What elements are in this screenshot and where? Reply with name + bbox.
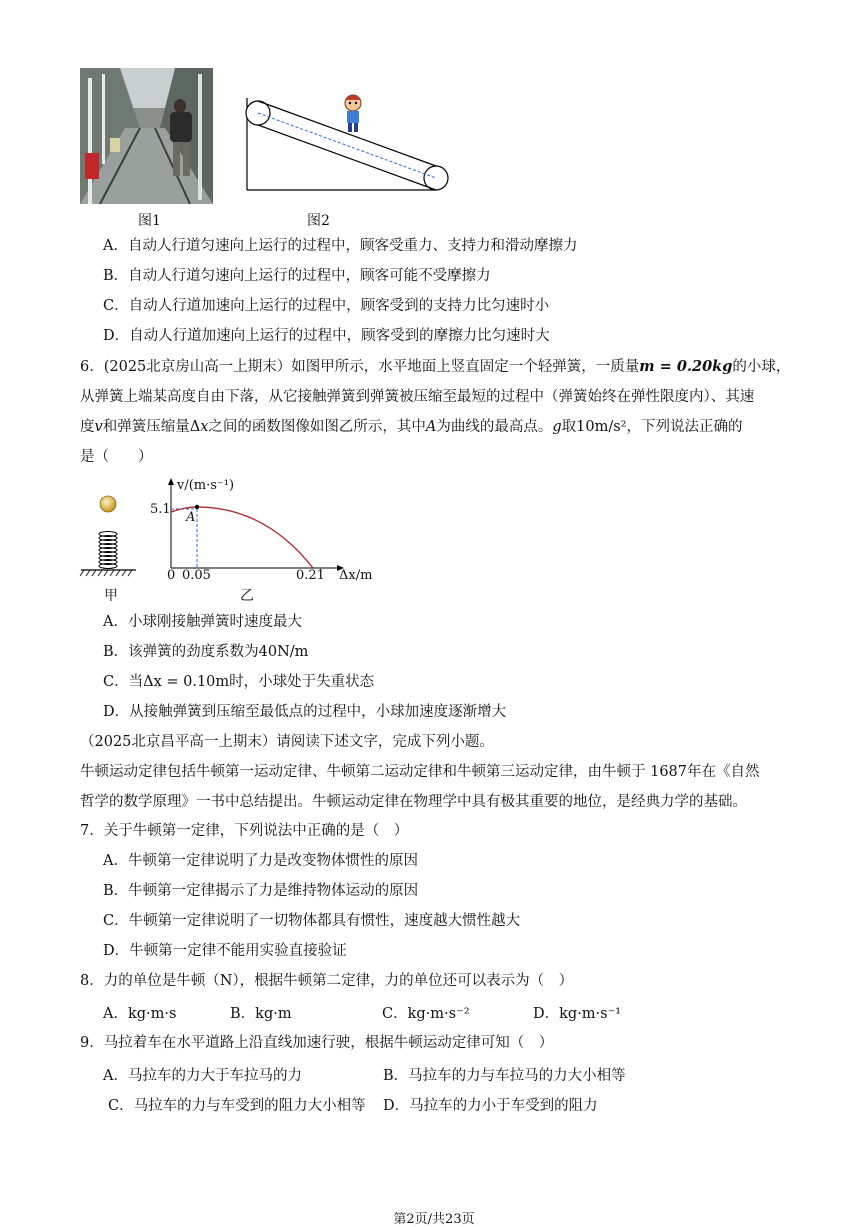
q6-fig-jia-label: 甲 <box>104 588 118 604</box>
graph-point-label: A <box>186 510 196 525</box>
figure1-photo <box>80 68 213 204</box>
point-a <box>195 505 199 509</box>
figure1-caption: 图1 <box>138 213 161 229</box>
q6-stem-line3 <box>80 417 743 437</box>
q6-l3-e: 取10m/s²，下列说法正确的 <box>561 419 743 435</box>
q7-option-d: D．牛顿第一定律不能用实验直接验证 <box>103 943 347 959</box>
reading-para-line2: 哲学的数学原理》一书中总结提出。牛顿运动定律在物理学中具有极其重要的地位，是经典力学的基础。 <box>80 794 747 810</box>
q5-option-b: B．自动人行道匀速向上运行的过程中，顾客可能不受摩擦力 <box>103 268 491 284</box>
graph-x-tick-0: 0 <box>167 568 176 583</box>
graph-y-tick: 5.1 <box>150 502 171 517</box>
q7-option-c: C．牛顿第一定律说明了一切物体都具有惯性，速度越大惯性越大 <box>103 913 521 929</box>
q8-stem: 8．力的单位是牛顿（N），根据牛顿第二定律，力的单位还可以表示为（ ） <box>80 973 574 989</box>
q5-option-a: A．自动人行道匀速向上运行的过程中，顾客受重力、支持力和滑动摩擦力 <box>103 238 578 254</box>
q6-l3-b: 和弹簧压缩量Δ <box>102 419 201 435</box>
q5-option-d: D．自动人行道加速向上运行的过程中，顾客受到的摩擦力比匀速时大 <box>103 328 550 344</box>
q8-option-c: C．kg·m·s⁻² <box>382 1006 470 1022</box>
q6-mass: m = 0.20kg <box>639 358 733 375</box>
q6-l3-x: x <box>200 419 209 435</box>
q8-option-d: D．kg·m·s⁻¹ <box>533 1006 622 1022</box>
q9-option-c: C．马拉车的力与车受到的阻力大小相等 <box>108 1098 366 1114</box>
q6-fig-yi-label: 乙 <box>240 588 254 604</box>
q9-option-b: B．马拉车的力与车拉马的力大小相等 <box>383 1068 626 1084</box>
page-footer: 第2页/共23页 <box>393 1212 475 1227</box>
q6-stem-line1-a: 6．(2025北京房山高一上期末）如图甲所示，水平地面上竖直固定一个轻弹簧，一质量 <box>80 359 640 375</box>
q9-option-a: A．马拉车的力大于车拉马的力 <box>103 1068 302 1084</box>
q6-l3-A: A <box>425 419 437 435</box>
graph-x-tick-2: 0.21 <box>296 568 325 583</box>
reading-intro: （2025北京昌平高一上期末）请阅读下述文字，完成下列小题。 <box>80 734 494 750</box>
q9-stem: 9．马拉着车在水平道路上沿直线加速行驶，根据牛顿运动定律可知（ ） <box>80 1035 554 1051</box>
graph-x-label: Δx/m <box>339 568 373 583</box>
q6-stem-line2: 从弹簧上端某高度自由下落，从它接触弹簧到弹簧被压缩至最短的过程中（弹簧始终在弹性限度内）、其速 <box>80 389 755 405</box>
q6-stem-line4: 是（ ） <box>80 449 153 465</box>
q6-stem-line1-b: 的小球， <box>732 359 791 375</box>
q6-option-b: B．该弹簧的劲度系数为40N/m <box>103 644 309 660</box>
q9-option-d: D．马拉车的力小于车受到的阻力 <box>383 1098 598 1114</box>
q6-figure-jia <box>78 490 140 580</box>
q6-l3-g: g <box>552 419 562 435</box>
q7-option-a: A．牛顿第一定律说明了力是改变物体惯性的原因 <box>103 853 418 869</box>
q7-option-b: B．牛顿第一定律揭示了力是维持物体运动的原因 <box>103 883 419 899</box>
figure2-caption: 图2 <box>307 213 330 229</box>
q6-l3-d: 为曲线的最高点。 <box>436 419 553 435</box>
graph-x-tick-1: 0.05 <box>182 568 211 583</box>
q6-l3-a: 度 <box>80 419 95 435</box>
graph-y-label: v/(m·s⁻¹) <box>177 478 235 493</box>
q6-l3-c: 之间的函数图像如图乙所示，其中 <box>208 419 426 435</box>
q6-option-c: C．当Δx = 0.10m时，小球处于失重状态 <box>103 674 375 690</box>
figure2-diagram <box>240 88 455 193</box>
reading-para-line1: 牛顿运动定律包括牛顿第一运动定律、牛顿第二运动定律和牛顿第三运动定律，由牛顿于 1687年在《自然 <box>80 764 760 780</box>
q7-stem: 7．关于牛顿第一定律，下列说法中正确的是（ ） <box>80 823 409 839</box>
q6-stem-line1 <box>80 357 790 377</box>
q5-option-c: C．自动人行道加速向上运行的过程中，顾客受到的支持力比匀速时小 <box>103 298 550 314</box>
q6-option-a: A．小球刚接触弹簧时速度最大 <box>103 614 302 630</box>
q6-l3-v: v <box>94 419 103 435</box>
q6-option-d: D．从接触弹簧到压缩至最低点的过程中，小球加速度逐渐增大 <box>103 704 507 720</box>
q8-option-b: B．kg·m <box>230 1006 292 1022</box>
q8-option-a: A．kg·m·s <box>103 1006 177 1022</box>
